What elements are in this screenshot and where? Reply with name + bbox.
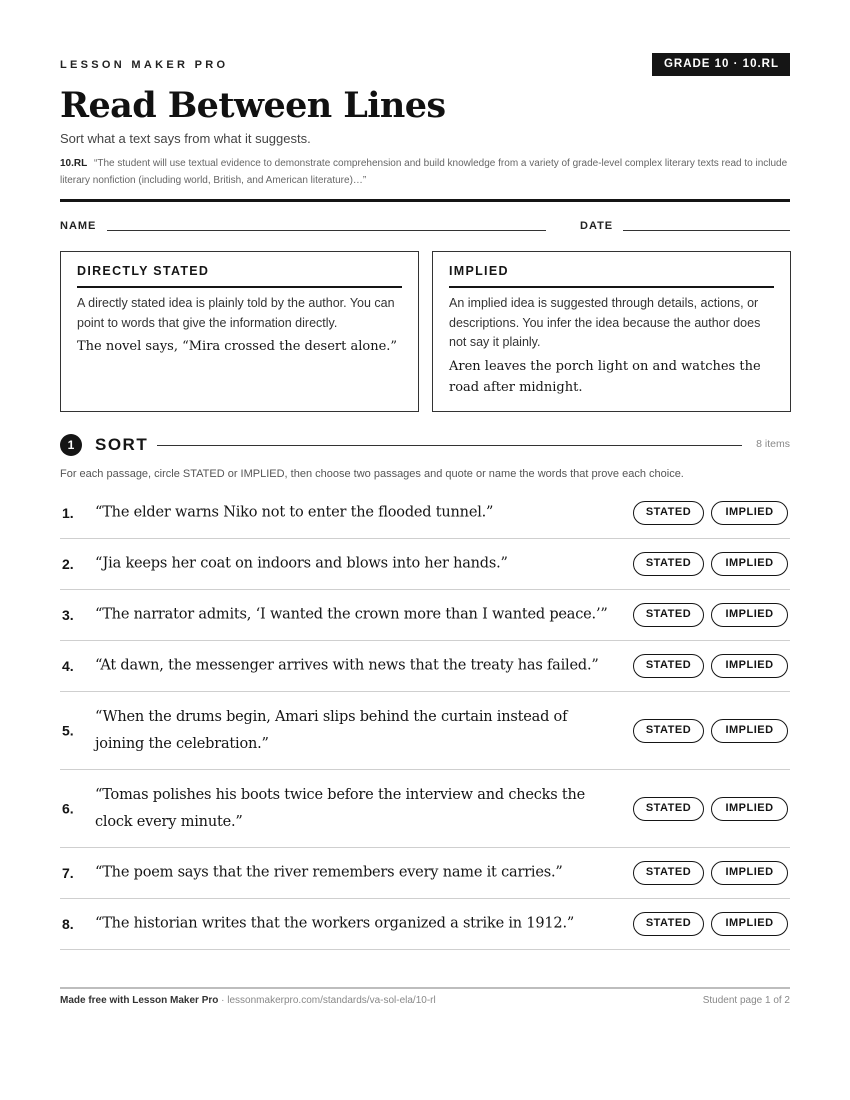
implied-option[interactable]: IMPLIED (711, 501, 788, 525)
item-number: 3. (62, 607, 74, 623)
implied-option[interactable]: IMPLIED (711, 654, 788, 678)
name-field[interactable] (107, 230, 546, 231)
stated-option[interactable]: STATED (633, 501, 704, 525)
page-subtitle: Sort what a text says from what it suggests. (60, 131, 311, 146)
directly-stated-heading: DIRECTLY STATED (77, 264, 402, 288)
implied-example: Aren leaves the porch light on and watches the road after midnight. (449, 358, 761, 395)
stated-option[interactable]: STATED (633, 719, 704, 743)
page-indicator: Student page 1 of 2 (702, 995, 790, 1006)
implied-description: An implied idea is suggested through details, actions, or descriptions. You infer the idea because the author does not say it plainly. (449, 296, 761, 349)
choice-group (633, 654, 788, 678)
directly-stated-example: The novel says, “Mira crossed the desert alone.” (77, 339, 398, 354)
item-number: 2. (62, 556, 74, 572)
implied-heading: IMPLIED (449, 264, 774, 288)
choice-group (633, 719, 788, 743)
stated-option[interactable]: STATED (633, 654, 704, 678)
name-label: NAME (60, 220, 97, 232)
date-label: DATE (580, 220, 614, 232)
list-item (60, 590, 790, 641)
page-title: Read Between Lines (60, 85, 446, 126)
name-date-row (60, 219, 790, 235)
stated-option[interactable]: STATED (633, 552, 704, 576)
directly-stated-box (60, 251, 419, 412)
list-item (60, 539, 790, 590)
date-field[interactable] (623, 230, 790, 231)
sort-instructions: For each passage, circle STATED or IMPLIED, then choose two passages and quote or name the words that prove each choice. (60, 468, 684, 480)
stated-option[interactable]: STATED (633, 861, 704, 885)
section-number-badge: 1 (60, 434, 82, 456)
footer-url[interactable]: · lessonmakerpro.com/standards/va-sol-ela/10-rl (218, 995, 436, 1006)
implied-option[interactable]: IMPLIED (711, 861, 788, 885)
choice-group (633, 501, 788, 525)
list-item (60, 488, 790, 539)
stated-option[interactable]: STATED (633, 797, 704, 821)
item-passage: “At dawn, the messenger arrives with news that the treaty has failed.” (95, 657, 599, 674)
item-passage: “Jia keeps her coat on indoors and blows into her hands.” (95, 555, 508, 572)
implied-option[interactable]: IMPLIED (711, 797, 788, 821)
section-title: SORT (95, 435, 149, 454)
item-number: 8. (62, 916, 74, 932)
footer-brand: Made free with Lesson Maker Pro (60, 995, 219, 1006)
item-passage: “The elder warns Niko not to enter the flooded tunnel.” (95, 504, 494, 521)
item-passage: “The poem says that the river remembers every name it carries.” (95, 864, 563, 881)
footer-credit (60, 995, 436, 1006)
standard-statement (60, 155, 790, 189)
standard-text: “The student will use textual evidence to demonstrate comprehension and build knowledge from a variety of grade-level complex literary texts read to include literary nonfiction (including world, British, and American literature)…” (60, 158, 788, 186)
choice-group (633, 603, 788, 627)
implied-option[interactable]: IMPLIED (711, 603, 788, 627)
standard-code: 10.RL (60, 158, 88, 169)
list-item (60, 641, 790, 692)
footer-divider (60, 987, 790, 989)
implied-option[interactable]: IMPLIED (711, 719, 788, 743)
item-number: 4. (62, 658, 74, 674)
item-number: 5. (62, 722, 74, 739)
item-passage: “When the drums begin, Amari slips behind the curtain instead of joining the celebration.” (95, 708, 568, 752)
section-divider (157, 445, 742, 446)
list-item (60, 848, 790, 899)
sort-items-list (60, 488, 790, 950)
item-count: 8 items (756, 438, 790, 450)
choice-group (633, 797, 788, 821)
implied-box (432, 251, 791, 412)
implied-option[interactable]: IMPLIED (711, 912, 788, 936)
brand-name: LESSON MAKER PRO (60, 59, 229, 71)
directly-stated-description: A directly stated idea is plainly told by the author. You can point to words that give the information directly. (77, 296, 395, 330)
item-number: 7. (62, 865, 74, 881)
choice-group (633, 912, 788, 936)
choice-group (633, 861, 788, 885)
header-divider (60, 199, 790, 202)
item-passage: “Tomas polishes his boots twice before the interview and checks the clock every minute.” (95, 786, 586, 830)
item-passage: “The narrator admits, ‘I wanted the crown more than I wanted peace.’” (95, 606, 608, 623)
list-item (60, 899, 790, 950)
item-passage: “The historian writes that the workers organized a strike in 1912.” (95, 915, 575, 932)
grade-badge: GRADE 10 · 10.RL (652, 53, 790, 76)
implied-option[interactable]: IMPLIED (711, 552, 788, 576)
list-item (60, 692, 790, 770)
list-item (60, 770, 790, 848)
stated-option[interactable]: STATED (633, 603, 704, 627)
sort-section-header (60, 434, 790, 456)
item-number: 1. (62, 505, 74, 521)
item-number: 6. (62, 800, 74, 817)
stated-option[interactable]: STATED (633, 912, 704, 936)
choice-group (633, 552, 788, 576)
